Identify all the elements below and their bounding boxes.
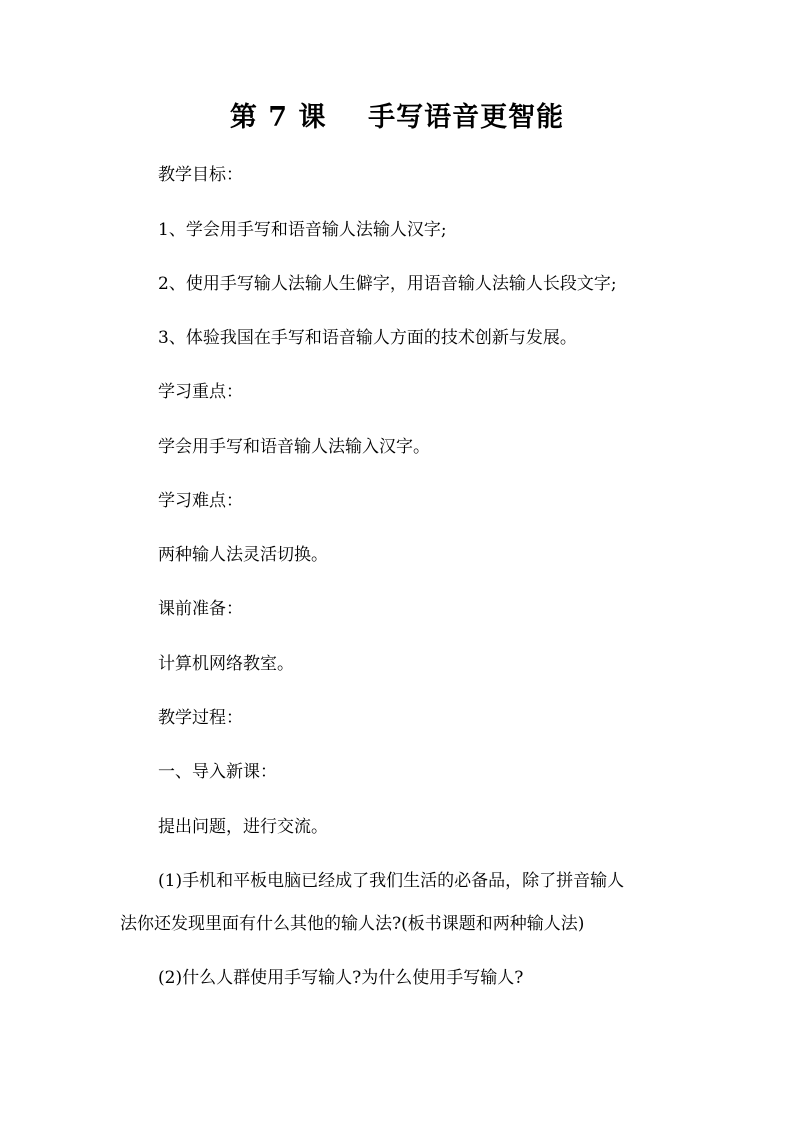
section-heading-process: 教学过程：	[158, 708, 243, 728]
process-step-text: 提出问题，进行交流。	[158, 817, 328, 837]
question-1-line-1: (1)手机和平板电脑已经成了我们生活的必备品，除了拼音输人	[158, 871, 625, 891]
question-1-line-2: 法你还发现里面有什么其他的输人法?(板书课题和两种输人法)	[120, 914, 585, 934]
process-step-heading: 一、导入新课：	[158, 762, 277, 782]
section-heading-objectives: 教学目标：	[158, 165, 243, 185]
difficulties-text: 两种输人法灵活切换。	[158, 545, 328, 565]
question-2: (2)什么人群使用手写输人?为什么使用手写输人?	[158, 968, 524, 988]
section-heading-preparation: 课前准备：	[158, 599, 243, 619]
objective-item-1: 1、学会用手写和语音输人法输人汉字;	[158, 220, 447, 240]
section-heading-difficulties: 学习难点：	[158, 491, 243, 511]
objective-item-3: 3、体验我国在手写和语音输人方面的技术创新与发展。	[158, 328, 577, 348]
objective-item-2: 2、使用手写输人法输人生僻字，用语音输人法输人长段文字;	[158, 274, 617, 294]
key-points-text: 学会用手写和语音输人法输入汉字。	[158, 437, 430, 457]
page-title: 第 7 课 手写语音更智能	[229, 102, 565, 133]
section-heading-key-points: 学习重点：	[158, 382, 243, 402]
preparation-text: 计算机网络教室。	[158, 654, 294, 674]
